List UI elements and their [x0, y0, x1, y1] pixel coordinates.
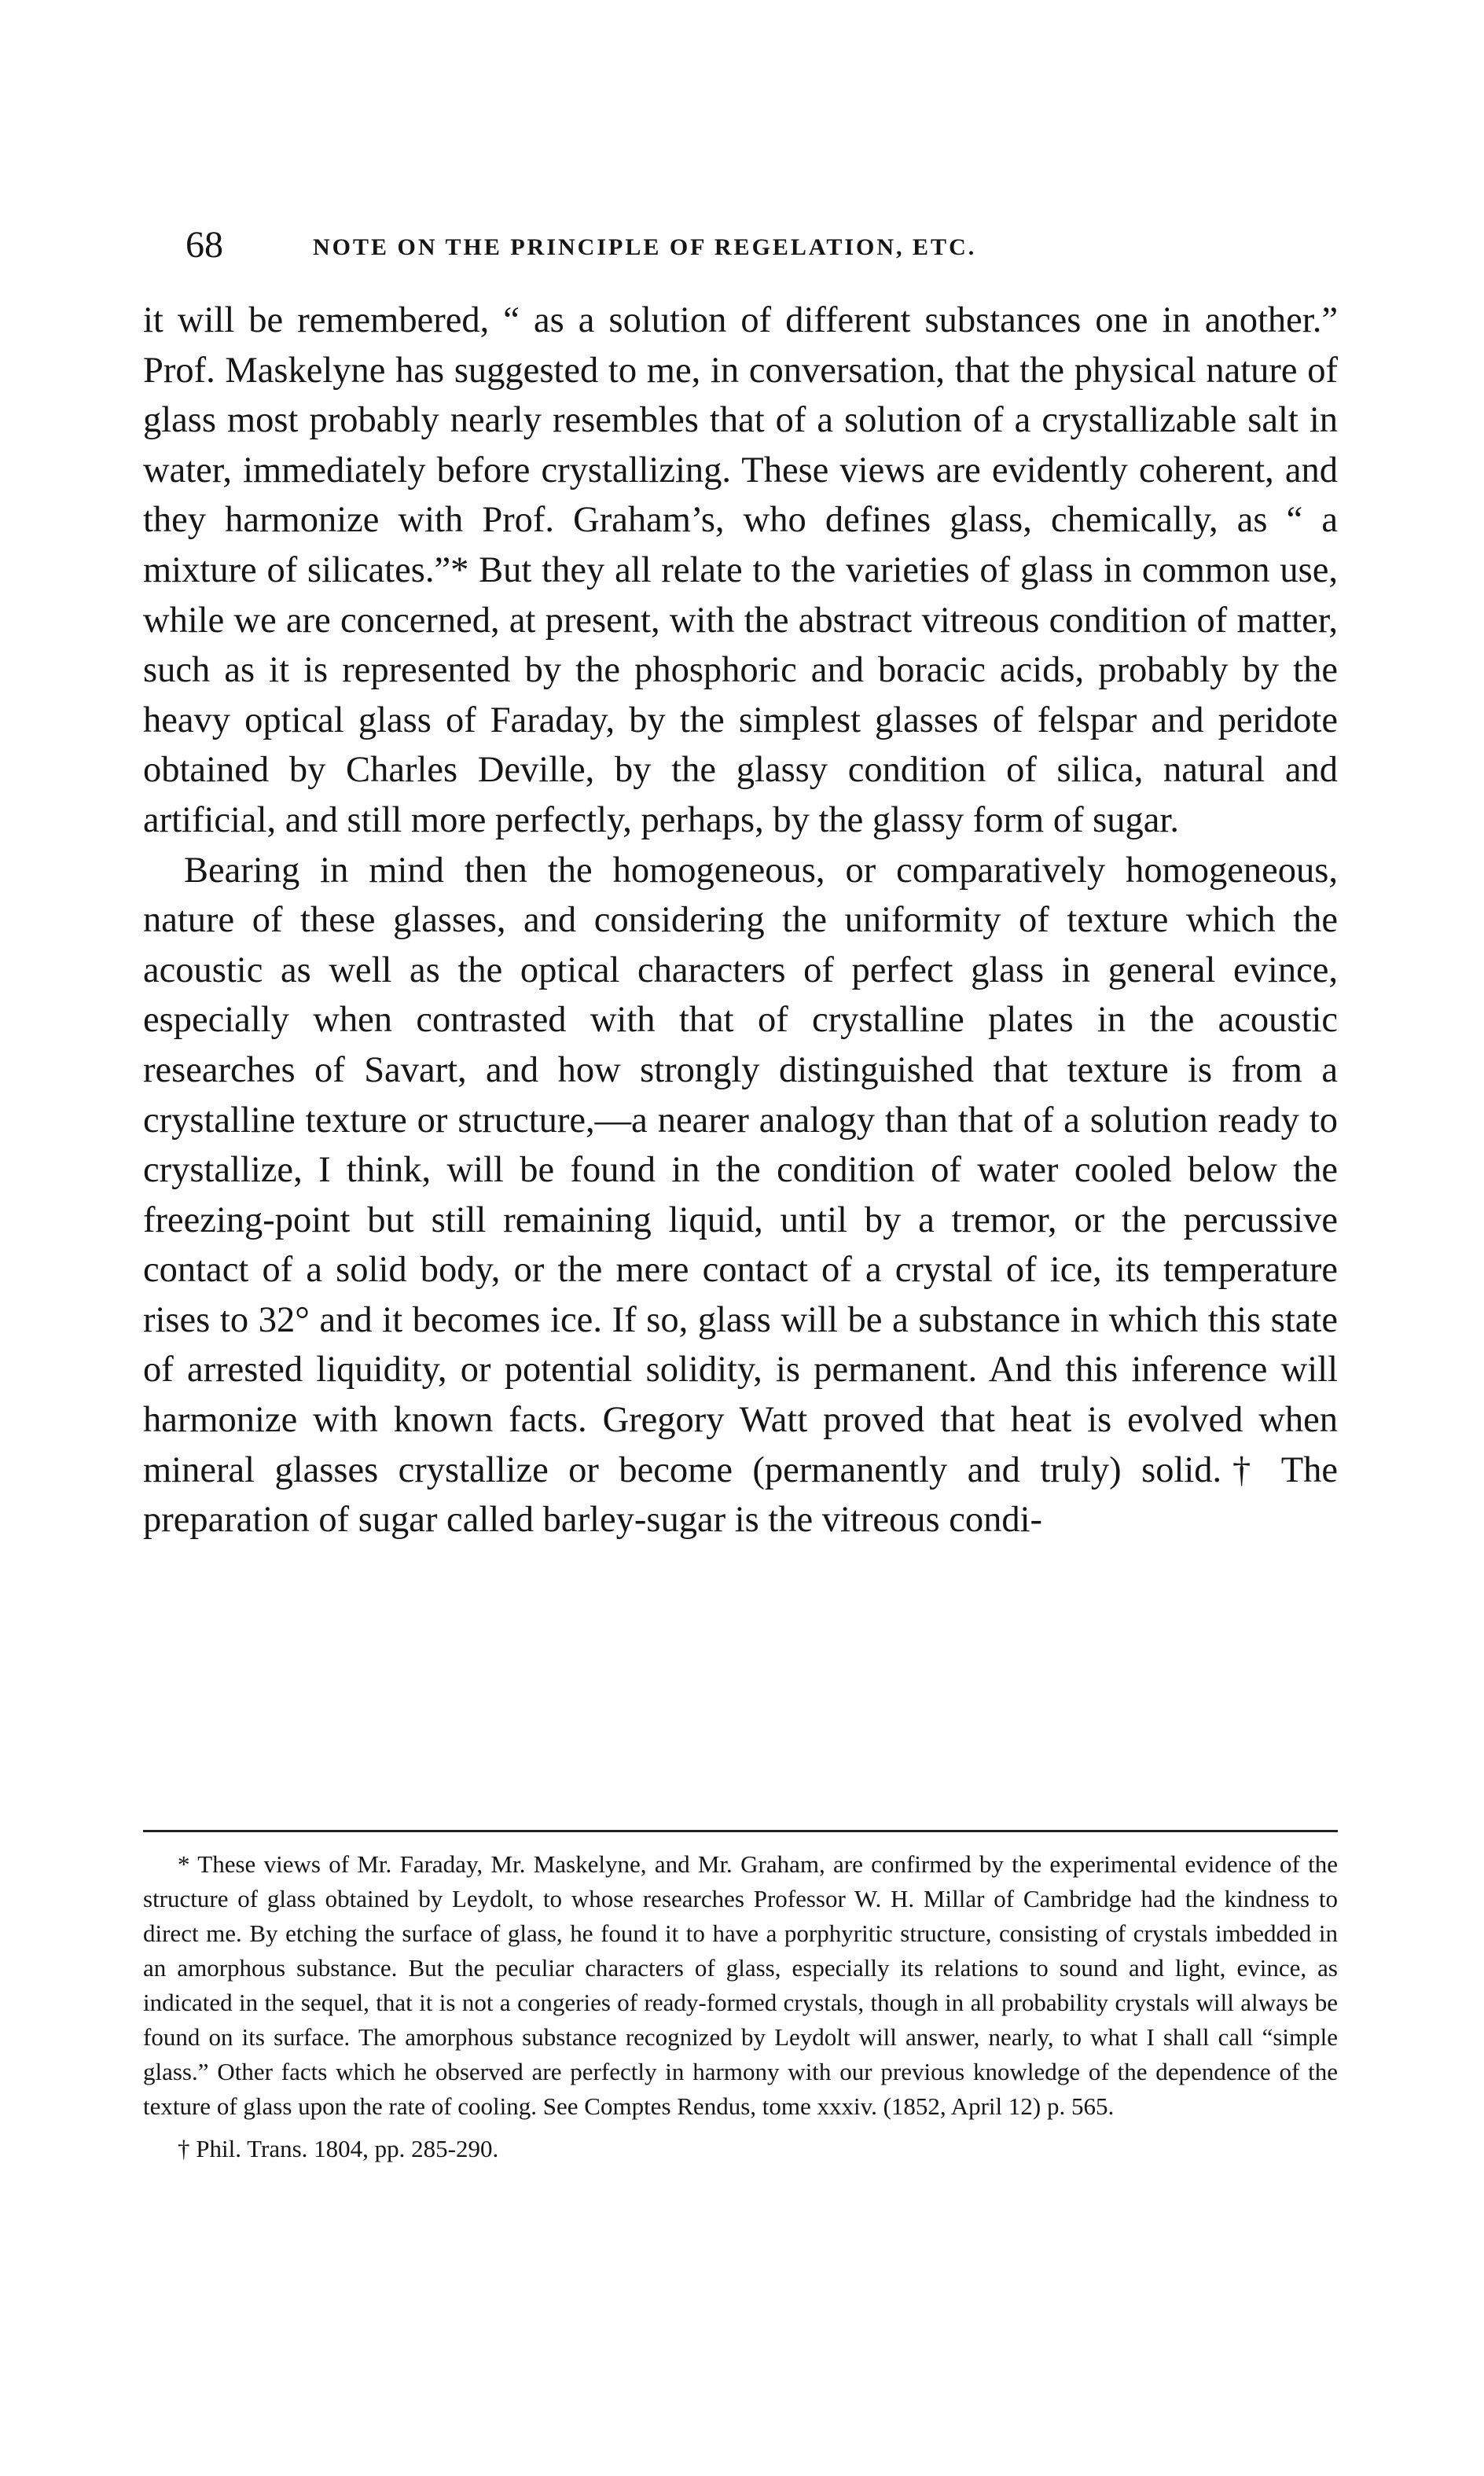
- footnote-asterisk: * These views of Mr. Faraday, Mr. Maskelyne, and Mr. Graham, are confirmed by the experimental evidence of the structure of glass obtained by Leydolt, to whose researches Professor W. H. Millar of Cambridge had the kindness to direct me. By etching the surface of glass, he found it to have a porphyritic structure, consisting of crystals imbedded in an amorphous substance. But the peculiar characters of glass, especially its relations to sound and light, evince, as indicated in the sequel, that it is not a congeries of ready-formed crystals, though in all probability crystals will always be found on its surface. The amorphous substance recognized by Leydolt will answer, nearly, to what I shall call “simple glass.” Other facts which he observed are perfectly in harmony with our previous knowledge of the dependence of the texture of glass upon the rate of cooling. See Comptes Rendus, tome xxxiv. (1852, April 12) p. 565.: [143, 1850, 1338, 2120]
- footnote-dagger: † Phil. Trans. 1804, pp. 285-290.: [178, 2135, 499, 2162]
- paragraph: Bearing in mind then the homogeneous, or comparatively homogeneous, nature of these glasses, and considering the uniformity of texture which the acoustic as well as the optical characters of perfect glass in general evince, especially when contrasted with that of crystalline plates in the acoustic researches of Savart, and how strongly distinguished that texture is from a crystalline texture or structure,—a nearer analogy than that of a solution ready to crystallize, I think, will be found in the condition of water cooled below the freezing-point but still remaining liquid, until by a tremor, or the percussive contact of a solid body, or the mere contact of a crystal of ice, its temperature rises to 32° and it becomes ice. If so, glass will be a substance in which this state of arrested liquidity, or potential solidity, is permanent. And this inference will harmonize with known facts. Gregory Watt proved that heat is evolved when mineral glasses crystallize or become (permanently and truly) solid.† The preparation of sugar called barley-sugar is the vitreous condi-: [143, 850, 1338, 1541]
- paragraph-continued: it will be remembered, “ as a solution of different substances one in another.” Prof. Maskelyne has suggested to me, in conversation, that the physical nature of glass most probably nearly resembles that of a solution of a crystallizable salt in water, immediately before crystallizing. These views are evidently coherent, and they harmonize with Prof. Graham’s, who defines glass, chemically, as “ a mixture of silicates.”* But they all relate to the varieties of glass in common use, while we are concerned, at present, with the abstract vitreous condition of matter, such as it is represented by the phosphoric and boracic acids, probably by the heavy optical glass of Faraday, by the simplest glasses of felspar and peridote obtained by Charles Deville, by the glassy condition of silica, natural and artificial, and still more perfectly, perhaps, by the glassy form of sugar.: [143, 300, 1338, 840]
- main-text: [143, 296, 1338, 1545]
- running-title: NOTE ON THE PRINCIPLE OF REGELATION, ETC.: [313, 234, 977, 260]
- page-number: 68: [186, 224, 223, 266]
- footnotes: [143, 1847, 1338, 2166]
- footnote-divider: [143, 1830, 1338, 1832]
- page-header: [186, 222, 1349, 277]
